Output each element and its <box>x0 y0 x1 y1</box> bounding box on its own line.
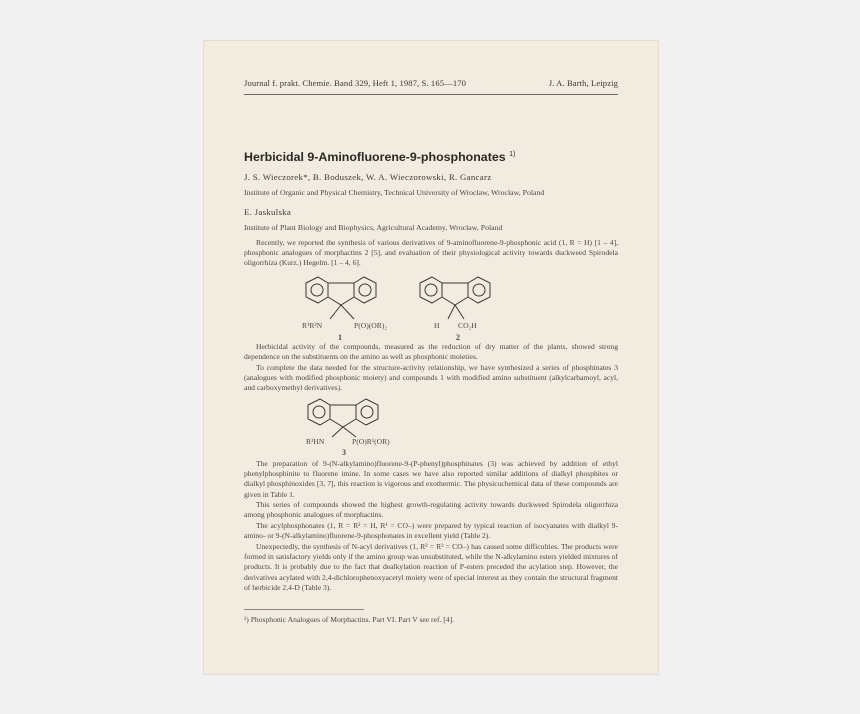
article-title: Herbicidal 9-Aminofluorene-9-phosphonates $^{1)}$ <box>244 150 516 164</box>
title-footnote-mark: 1) <box>509 150 516 158</box>
journal-citation: Journal f. prakt. Chemie. Band 329, Heft 1, 1987, S. 165—170 <box>244 78 467 88</box>
structure-3-left-substituent: R²HN <box>306 437 325 446</box>
affiliation-1: Institute of Organic and Physical Chemistry, Technical University of Wrocław, Wrocław, Poland <box>244 188 545 197</box>
paragraph-series: To complete the data needed for the structure-activity relationship, we have synthesized a series of phosphinates 3 (analogues with modified phosphonic moiety) and compounds 1 with modified amino substituent (alkylcarbamoyl, acyl, and carboxymethyl derivatives). <box>244 363 618 393</box>
running-header <box>244 78 618 88</box>
paper-page <box>204 41 658 674</box>
structure-3-right-substituent: P(O)R¹(OR) <box>352 437 390 446</box>
structure-2-left-substituent: H <box>434 321 440 330</box>
paragraph-acylphosphonates: The acylphosphonates (1, R = R² = H, R¹ = CO–) were prepared by typical reaction of isocyanates with dialkyl 9-amino- or 9-(N-alkylamino)fluorene-9-phosphonates in excellent yield (Table 2). <box>244 521 618 541</box>
footnote: ¹) Phosphonic Analogues of Morphactins. Part VI. Part V see ref. [4]. <box>244 615 455 624</box>
affiliation-2: Institute of Plant Biology and Biophysics, Agricultural Academy, Wrocław, Poland <box>244 223 503 232</box>
structure-2-right-substituent: CO₂H <box>458 321 477 330</box>
structure-2 <box>410 275 500 337</box>
publisher: J. A. Barth, Leipzig <box>548 78 618 88</box>
paragraph-acylation: Unexpectedly, the synthesis of N-acyl derivatives (1, R² = R³ = CO–) has caused some difficulties. The products were formed in satisfactory yields only if the amino group was unsubstituted, while the N-alkylamino esters yielded mixtures of products. It is probably due to the fact that dealkylation reaction of P-esters preceded the acylation step. However, the derivatives acylated with 2,4-dichlorophenoxyacetyl moiety were of special interest as they contain the structural fragment of herbicide 2,4-D (Table 3). <box>244 542 618 592</box>
header-rule <box>244 94 618 95</box>
structure-1-left-substituent: R¹R²N <box>302 321 323 330</box>
footnote-rule <box>244 609 364 610</box>
structure-1-right-substituent: P(O)(OR)₂ <box>354 321 388 330</box>
structure-1-number: 1 <box>338 333 342 342</box>
paragraph-intro: Recently, we reported the synthesis of various derivatives of 9-aminofluorene-9-phosphonic acid (1, R = H) [1 – 4], phosphonic analogues of morphactins 2 [5], and evaluation of their physiological activity towards duckweed Spirodela oligorrhiza (Kurz.) Hegelm. [1 – 4, 6]. <box>244 238 618 268</box>
paragraph-series-activity: This series of compounds showed the highest growth-regulating activity towards duckweed Spirodela oligorrhiza among phosphonic analogues of morphactins. <box>244 500 618 520</box>
paragraph-activity: Herbicidal activity of the compounds, measured as the reduction of dry matter of the plants, showed strong dependence on the substituents on the amino as well as phosphonic moieties. <box>244 342 618 362</box>
authors-group-2: E. Jaskulska <box>244 207 292 217</box>
authors-group-1: J. S. Wieczorek*, B. Boduszek, W. A. Wieczorowski, R. Gancarz <box>244 172 492 182</box>
structure-3-number: 3 <box>342 448 346 457</box>
structure-2-number: 2 <box>456 333 460 342</box>
paragraph-preparation: The preparation of 9-(N-alkylamino)fluorene-9-(P-phenyl)phosphinates (3) was achieved by addition of ethyl phenylphosphinite to fluorene imine. In some cases we have also reported similar additions of dialkyl phosphites or dialkyl phosphinoxides [3, 7], this reaction is vigorous and exothermic. The physicochemical data of these compounds are given in Table 1. <box>244 459 618 499</box>
